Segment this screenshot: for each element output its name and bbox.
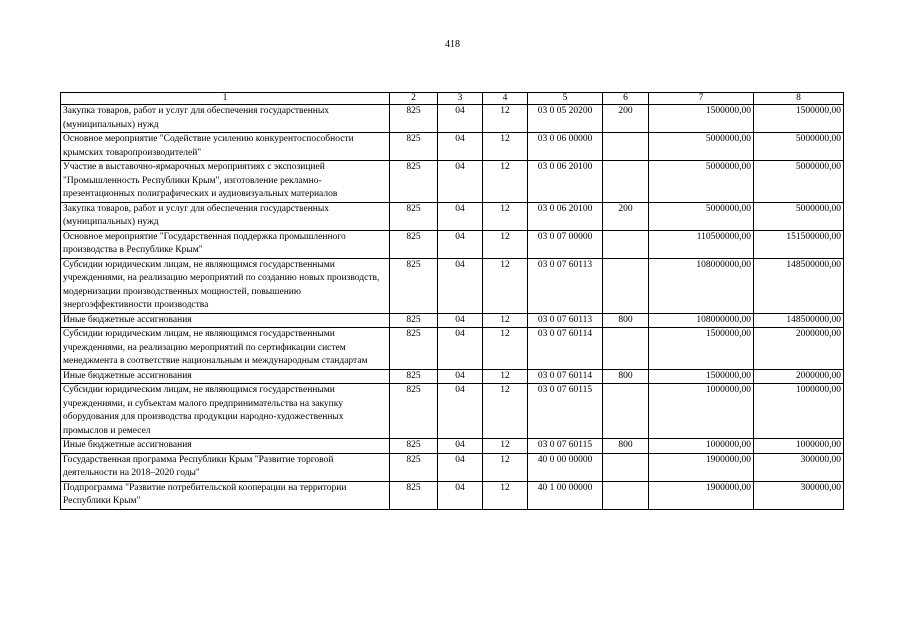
cell-col-8-amount: 300000,00 xyxy=(754,453,844,481)
cell-col-5: 03 0 07 60115 xyxy=(528,384,603,439)
cell-col-4: 12 xyxy=(483,161,528,203)
cell-col-7-amount: 1500000,00 xyxy=(649,105,754,133)
cell-col-2: 825 xyxy=(390,439,438,454)
cell-col-8-amount: 5000000,00 xyxy=(754,133,844,161)
cell-col-4: 12 xyxy=(483,481,528,509)
cell-col-8-amount: 1000000,00 xyxy=(754,439,844,454)
cell-col-3: 04 xyxy=(438,105,483,133)
cell-col-8-amount: 300000,00 xyxy=(754,481,844,509)
cell-col-8-amount: 2000000,00 xyxy=(754,369,844,384)
cell-col-4: 12 xyxy=(483,453,528,481)
cell-col-6 xyxy=(603,133,649,161)
cell-col-2: 825 xyxy=(390,328,438,370)
cell-col-6 xyxy=(603,230,649,258)
cell-col-4: 12 xyxy=(483,369,528,384)
cell-col-8-amount: 5000000,00 xyxy=(754,161,844,203)
cell-col-8-amount: 5000000,00 xyxy=(754,202,844,230)
table-row xyxy=(61,105,844,133)
table-row xyxy=(61,384,844,439)
cell-col-5: 03 0 05 20200 xyxy=(528,105,603,133)
table-row xyxy=(61,439,844,454)
row-name-cell: Иные бюджетные ассигнования xyxy=(61,369,390,384)
row-name-cell: Субсидии юридическим лицам, не являющимся государственными учреждениями, на реализацию мероприятий по сертификации систем менеджмента в соответствие национальным и международным стандартам xyxy=(61,328,390,370)
cell-col-7-amount: 108000000,00 xyxy=(649,258,754,313)
cell-col-6: 200 xyxy=(603,105,649,133)
cell-col-5: 03 0 06 20100 xyxy=(528,161,603,203)
cell-col-3: 04 xyxy=(438,202,483,230)
cell-col-2: 825 xyxy=(390,133,438,161)
cell-col-4: 12 xyxy=(483,258,528,313)
cell-col-5: 40 1 00 00000 xyxy=(528,481,603,509)
cell-col-7-amount: 1000000,00 xyxy=(649,439,754,454)
cell-col-8-amount: 151500000,00 xyxy=(754,230,844,258)
cell-col-7-amount: 1900000,00 xyxy=(649,481,754,509)
cell-col-2: 825 xyxy=(390,453,438,481)
cell-col-3: 04 xyxy=(438,161,483,203)
cell-col-5: 03 0 06 00000 xyxy=(528,133,603,161)
row-name-cell: Субсидии юридическим лицам, не являющимся государственными учреждениями, на реализацию мероприятий по созданию новых производств, модернизации производственных мощностей, повышению энергоэффективности производства xyxy=(61,258,390,313)
column-header: 1 xyxy=(61,93,390,105)
cell-col-2: 825 xyxy=(390,313,438,328)
cell-col-5: 03 0 07 00000 xyxy=(528,230,603,258)
cell-col-3: 04 xyxy=(438,230,483,258)
row-name-cell: Основное мероприятие "Содействие усилению конкурентоспособности крымских товаропроизводителей" xyxy=(61,133,390,161)
cell-col-5: 03 0 07 60114 xyxy=(528,369,603,384)
cell-col-4: 12 xyxy=(483,439,528,454)
cell-col-7-amount: 110500000,00 xyxy=(649,230,754,258)
cell-col-2: 825 xyxy=(390,202,438,230)
row-name-cell: Закупка товаров, работ и услуг для обеспечения государственных (муниципальных) нужд xyxy=(61,202,390,230)
cell-col-5: 03 0 07 60113 xyxy=(528,313,603,328)
cell-col-3: 04 xyxy=(438,481,483,509)
cell-col-6: 800 xyxy=(603,439,649,454)
cell-col-8-amount: 1500000,00 xyxy=(754,105,844,133)
cell-col-5: 03 0 07 60114 xyxy=(528,328,603,370)
table-row xyxy=(61,258,844,313)
cell-col-2: 825 xyxy=(390,230,438,258)
row-name-cell: Участие в выставочно-ярмарочных мероприятиях с экспозицией "Промышленность Республики Крым", изготовление рекламно-презентационных полиграфических и аудиовизуальных материалов xyxy=(61,161,390,203)
row-name-cell: Иные бюджетные ассигнования xyxy=(61,439,390,454)
cell-col-3: 04 xyxy=(438,328,483,370)
cell-col-8-amount: 1000000,00 xyxy=(754,384,844,439)
column-header: 3 xyxy=(438,93,483,105)
table-row xyxy=(61,161,844,203)
cell-col-4: 12 xyxy=(483,384,528,439)
cell-col-4: 12 xyxy=(483,328,528,370)
cell-col-3: 04 xyxy=(438,439,483,454)
table-row xyxy=(61,230,844,258)
cell-col-6: 200 xyxy=(603,202,649,230)
cell-col-3: 04 xyxy=(438,133,483,161)
cell-col-2: 825 xyxy=(390,369,438,384)
table-row xyxy=(61,369,844,384)
column-header: 7 xyxy=(649,93,754,105)
column-header: 2 xyxy=(390,93,438,105)
cell-col-2: 825 xyxy=(390,258,438,313)
cell-col-3: 04 xyxy=(438,384,483,439)
cell-col-4: 12 xyxy=(483,105,528,133)
cell-col-6 xyxy=(603,258,649,313)
column-header: 8 xyxy=(754,93,844,105)
cell-col-8-amount: 148500000,00 xyxy=(754,313,844,328)
cell-col-6 xyxy=(603,161,649,203)
cell-col-5: 03 0 07 60113 xyxy=(528,258,603,313)
table-row xyxy=(61,328,844,370)
page-number: 418 xyxy=(445,39,460,50)
cell-col-6 xyxy=(603,384,649,439)
table-row xyxy=(61,202,844,230)
cell-col-3: 04 xyxy=(438,258,483,313)
row-name-cell: Государственная программа Республики Крым "Развитие торговой деятельности на 2018–2020 годы" xyxy=(61,453,390,481)
row-name-cell: Иные бюджетные ассигнования xyxy=(61,313,390,328)
cell-col-7-amount: 1500000,00 xyxy=(649,328,754,370)
cell-col-6 xyxy=(603,328,649,370)
cell-col-7-amount: 1900000,00 xyxy=(649,453,754,481)
column-header: 6 xyxy=(603,93,649,105)
cell-col-6: 800 xyxy=(603,313,649,328)
cell-col-4: 12 xyxy=(483,133,528,161)
table-row xyxy=(61,313,844,328)
cell-col-5: 03 0 07 60115 xyxy=(528,439,603,454)
cell-col-6 xyxy=(603,481,649,509)
cell-col-7-amount: 5000000,00 xyxy=(649,161,754,203)
cell-col-4: 12 xyxy=(483,313,528,328)
table-row xyxy=(61,133,844,161)
row-name-cell: Основное мероприятие "Государственная поддержка промышленного производства в Республике Крым" xyxy=(61,230,390,258)
cell-col-5: 03 0 06 20100 xyxy=(528,202,603,230)
cell-col-4: 12 xyxy=(483,202,528,230)
row-name-cell: Подпрограмма "Развитие потребительской кооперации на территории Республики Крым" xyxy=(61,481,390,509)
cell-col-7-amount: 5000000,00 xyxy=(649,133,754,161)
cell-col-7-amount: 5000000,00 xyxy=(649,202,754,230)
cell-col-3: 04 xyxy=(438,369,483,384)
cell-col-7-amount: 1000000,00 xyxy=(649,384,754,439)
column-header: 4 xyxy=(483,93,528,105)
cell-col-7-amount: 1500000,00 xyxy=(649,369,754,384)
cell-col-8-amount: 148500000,00 xyxy=(754,258,844,313)
cell-col-2: 825 xyxy=(390,481,438,509)
table-row xyxy=(61,453,844,481)
row-name-cell: Субсидии юридическим лицам, не являющимся государственными учреждениями, и субъектам малого предпринимательства на закупку оборудования для производства продукции народно-художественных промыслов и ремесел xyxy=(61,384,390,439)
cell-col-8-amount: 2000000,00 xyxy=(754,328,844,370)
header-row xyxy=(61,93,844,105)
cell-col-6 xyxy=(603,453,649,481)
budget-table xyxy=(60,92,844,510)
table-row xyxy=(61,481,844,509)
column-header: 5 xyxy=(528,93,603,105)
cell-col-4: 12 xyxy=(483,230,528,258)
cell-col-7-amount: 108000000,00 xyxy=(649,313,754,328)
cell-col-6: 800 xyxy=(603,369,649,384)
row-name-cell: Закупка товаров, работ и услуг для обеспечения государственных (муниципальных) нужд xyxy=(61,105,390,133)
cell-col-3: 04 xyxy=(438,313,483,328)
cell-col-3: 04 xyxy=(438,453,483,481)
cell-col-2: 825 xyxy=(390,105,438,133)
cell-col-5: 40 0 00 00000 xyxy=(528,453,603,481)
cell-col-2: 825 xyxy=(390,384,438,439)
cell-col-2: 825 xyxy=(390,161,438,203)
